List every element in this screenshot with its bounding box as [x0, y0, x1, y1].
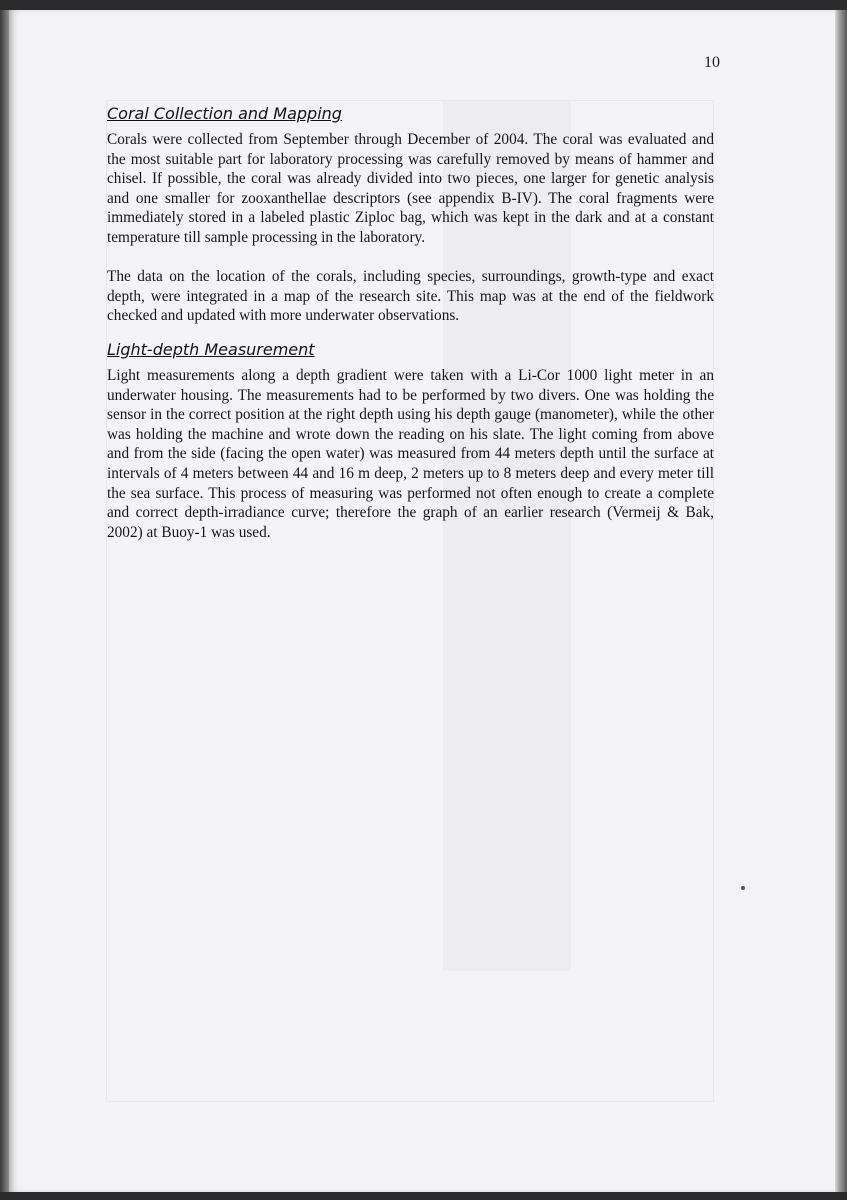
paragraph-light-depth: Light measurements along a depth gradient were taken with a Li-Cor 1000 light meter in an underwater housing. The measurements had to be performed by two divers. One was holding the sensor in the correct position at the right depth using his depth gauge (manometer), while the other was holding the machine and wrote down the reading on his slate. The light coming from above and from the side (facing the open water) was measured from 44 meters depth until the surface at intervals of 4 meters between 44 and 16 m deep, 2 meters up to 8 meters deep and every meter till the sea surface. This process of measuring was performed not often enough to create a complete and correct depth-irradiance curve; therefore the graph of an earlier research (Vermeij & Bak, 2002) at Buoy-1 was used.	[107, 367, 714, 541]
book-spine	[0, 10, 9, 1192]
dust-speck	[741, 886, 745, 890]
bleed-through-shadow	[106, 100, 714, 1102]
paragraph-coral-mapping: The data on the location of the corals, including species, surroundings, growth-type and exact depth, were integrated in a map of the research site. This map was at the end of the fieldwork checked and updated with more underwater observations.	[107, 268, 714, 325]
page-number: 10	[704, 54, 720, 71]
section-heading-light-depth: Light-depth Measurement	[107, 340, 315, 359]
paragraph-coral-collection: Corals were collected from September through December of 2004. The coral was evaluated and the most suitable part for laboratory processing was carefully removed by means of hammer and chisel. If possible, the coral was already divided into two pieces, one larger for genetic analysis and one smaller for zooxanthellae descriptors (see appendix B-IV). The coral fragments were immediately stored in a labeled plastic Ziploc bag, which was kept in the dark and at a constant temperature till sample processing in the laboratory.	[107, 131, 714, 246]
section-heading-coral-collection: Coral Collection and Mapping	[107, 104, 342, 123]
page-edge	[835, 10, 847, 1192]
